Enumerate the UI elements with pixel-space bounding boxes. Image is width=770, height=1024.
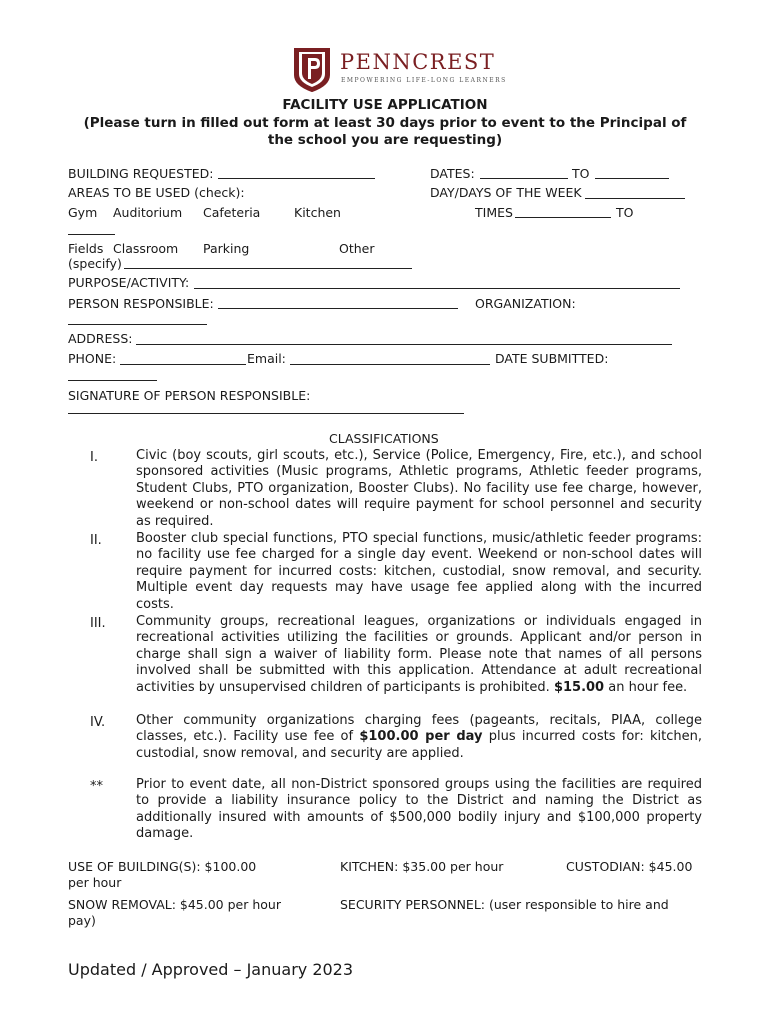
specify-label: (specify) <box>68 256 122 271</box>
days-of-week-label: DAY/DAYS OF THE WEEK <box>430 185 582 200</box>
signature-field[interactable] <box>68 413 464 414</box>
date-submitted-label: DATE SUBMITTED: <box>495 351 609 366</box>
address-label: ADDRESS: <box>68 331 133 346</box>
classification-text-1: Civic (boy scouts, girl scouts, etc.), Service (Police, Emergency, Fire, etc.), and school sponsored activities (Music programs, Athletic programs, Athletic feeder programs, Student Clubs, PTO organization, Booster Clubs). No facility use fee charge, however, weekend or non-school dates will require payment for school personnel and security as required. <box>136 448 702 529</box>
footer-updated: Updated / Approved – January 2023 <box>68 960 354 979</box>
fee-custodian: CUSTODIAN: $45.00 <box>566 859 693 874</box>
person-responsible-label: PERSON RESPONSIBLE: <box>68 296 214 311</box>
classification-4-fee: $100.00 per day <box>359 729 483 745</box>
dates-label: DATES: <box>430 166 475 181</box>
building-requested-field[interactable] <box>218 178 375 179</box>
classification-num-1: I. <box>90 450 98 465</box>
dates-from-field[interactable] <box>480 178 568 179</box>
classification-4-after: plus incurred costs for: kitchen, custodial, snow removal, and security are applied. <box>136 729 702 761</box>
classifications-heading: CLASSIFICATIONS <box>329 431 439 446</box>
purpose-field[interactable] <box>194 288 680 289</box>
building-requested-label: BUILDING REQUESTED: <box>68 166 214 181</box>
classification-text-2: Booster club special functions, PTO special functions, music/athletic feeder programs: no facility use fee charged for a single day event. Weekend or non-school dates will require payment for incurred costs: kitchen, custodial, snow removal, and security. Multiple event day requests may have usage fee applied along with the incurred costs. <box>136 531 702 612</box>
organization-label: ORGANIZATION: <box>475 296 576 311</box>
email-field[interactable] <box>290 364 490 365</box>
classification-3-body: Community groups, recreational leagues, organizations or individuals engaged in recreational activities utilizing the facilities or grounds. Applicant and/or person in charge shall sign a waiver of liability form. Please note that names of all persons involved shall be submitted with this application. Attendance at adult recreational activities by unsupervised children of participants is prohibited. <box>136 614 702 695</box>
area-auditorium[interactable]: Auditorium <box>113 205 183 220</box>
classification-num-5: ** <box>90 779 103 794</box>
brand-name: PENNCREST <box>340 50 496 74</box>
organization-field[interactable] <box>68 324 207 325</box>
email-label: Email: <box>247 351 286 366</box>
form-subtitle-line1: (Please turn in filled out form at least 30 days prior to event to the Principal of <box>83 115 687 131</box>
brand-tagline: EMPOWERING LIFE-LONG LEARNERS <box>341 77 507 84</box>
classification-num-3: III. <box>90 616 106 631</box>
classification-text-5: Prior to event date, all non-District sponsored groups using the facilities are required to provide a liability insurance policy to the District and naming the District as additionally insured with amounts of $500,000 bodily injury and $100,000 property damage. <box>136 777 702 842</box>
form-subtitle-line2: the school you are requesting) <box>267 132 503 148</box>
phone-label: PHONE: <box>68 351 117 366</box>
area-kitchen[interactable]: Kitchen <box>294 205 341 220</box>
specify-field[interactable] <box>124 268 412 269</box>
form-title: FACILITY USE APPLICATION <box>282 97 488 113</box>
fee-snow-removal-cont: pay) <box>68 913 96 928</box>
fee-kitchen: KITCHEN: $35.00 per hour <box>340 859 504 874</box>
classification-text-4 <box>136 713 702 762</box>
area-other[interactable]: Other <box>339 241 375 256</box>
date-submitted-field[interactable] <box>68 380 157 381</box>
area-gym[interactable]: Gym <box>68 205 98 220</box>
fee-use-of-buildings: USE OF BUILDING(S): $100.00 <box>68 859 257 874</box>
purpose-label: PURPOSE/ACTIVITY: <box>68 275 190 290</box>
area-fields[interactable]: Fields <box>68 241 104 256</box>
fee-snow-removal: SNOW REMOVAL: $45.00 per hour <box>68 897 281 912</box>
classification-num-2: II. <box>90 533 102 548</box>
fee-use-of-buildings-cont: per hour <box>68 875 122 890</box>
classification-num-4: IV. <box>90 715 106 730</box>
area-classroom[interactable]: Classroom <box>113 241 179 256</box>
signature-label: SIGNATURE OF PERSON RESPONSIBLE: <box>68 388 311 403</box>
dates-to-label: TO <box>572 166 590 181</box>
classification-text-3 <box>136 614 702 696</box>
fee-security: SECURITY PERSONNEL: (user responsible to hire and <box>340 897 669 912</box>
area-cafeteria[interactable]: Cafeteria <box>203 205 261 220</box>
shield-p-logo <box>293 47 331 93</box>
times-label: TIMES <box>475 205 513 220</box>
person-responsible-field[interactable] <box>218 308 458 309</box>
times-to-field[interactable] <box>68 234 115 235</box>
days-of-week-field[interactable] <box>585 198 685 199</box>
classification-3-fee-suffix: an hour fee. <box>604 679 688 695</box>
phone-field[interactable] <box>120 364 246 365</box>
address-field[interactable] <box>136 344 672 345</box>
times-from-field[interactable] <box>515 217 611 218</box>
dates-to-field[interactable] <box>595 178 669 179</box>
area-parking[interactable]: Parking <box>203 241 250 256</box>
times-to-label: TO <box>616 205 634 220</box>
areas-label: AREAS TO BE USED (check): <box>68 185 245 200</box>
classification-3-fee: $15.00 <box>553 679 605 695</box>
classification-4-before: Other community organizations charging fees (pageants, recitals, PIAA, college classes, etc.). Facility use fee of <box>136 713 702 745</box>
